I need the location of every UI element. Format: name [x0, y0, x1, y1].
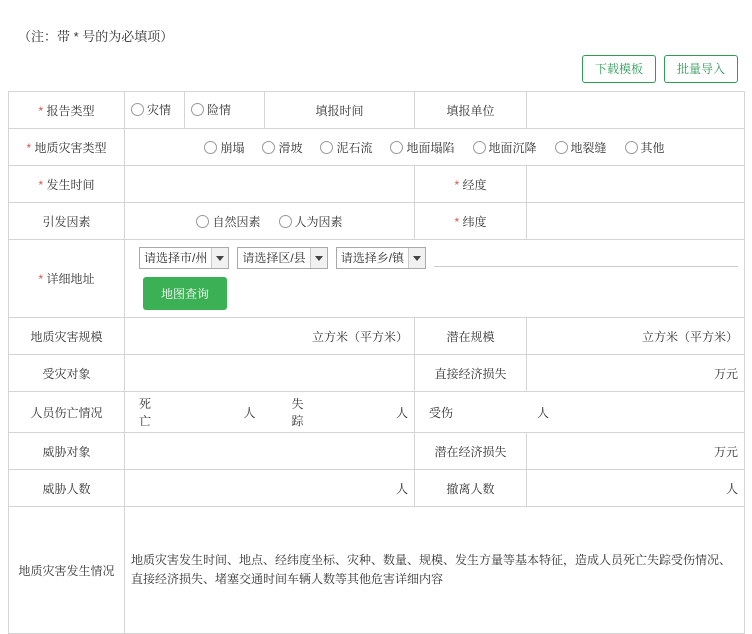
district-select[interactable]	[237, 247, 327, 269]
required-mark: *	[454, 214, 460, 229]
threat-people-input[interactable]	[125, 470, 415, 507]
radio-circle-icon	[196, 215, 209, 228]
radio-circle-icon	[473, 141, 486, 154]
injured-unit: 人	[537, 405, 550, 420]
report-type-option-1-cell	[125, 92, 185, 129]
table-row-cause	[9, 203, 745, 240]
radio-circle-icon	[262, 141, 275, 154]
evacuated-unit: 人	[725, 481, 738, 496]
missing-label: 失踪	[291, 397, 304, 428]
required-mark: *	[26, 140, 32, 155]
table-row-threat-object	[9, 433, 745, 470]
table-row-situation	[9, 507, 745, 634]
occur-time-label-text: 发生时间	[46, 177, 95, 192]
radio-label: 人为因素	[294, 214, 343, 229]
disaster-type-label-text: 地质灾害类型	[34, 140, 107, 155]
required-mark: *	[38, 103, 44, 118]
casualty-fields-left	[131, 395, 408, 429]
address-label-text: 详细地址	[46, 272, 95, 286]
address-label	[9, 240, 125, 318]
threat-people-label: 威胁人数	[9, 470, 125, 507]
injured-label: 受伤	[429, 405, 454, 420]
radio-circle-icon	[279, 215, 292, 228]
threat-people-unit: 人	[395, 481, 408, 496]
report-type-label	[9, 92, 125, 129]
required-note: （注：带 * 号的为必填项）	[18, 29, 174, 44]
report-type-option-2-cell	[185, 92, 265, 129]
address-detail-input[interactable]	[434, 250, 738, 267]
fill-time-label: 填报时间	[265, 92, 415, 129]
scale-label: 地质灾害规模	[9, 318, 125, 355]
radio-label: 地裂缝	[570, 140, 607, 155]
district-select-value: 请选择区/县	[242, 251, 306, 265]
latitude-label-text: 纬度	[462, 214, 487, 229]
report-type-label-text: 报告类型	[46, 103, 95, 118]
address-cell	[125, 240, 745, 318]
evacuated-label: 撤离人数	[415, 470, 527, 507]
radio-cause-human[interactable]	[279, 213, 343, 230]
occur-time-input[interactable]	[125, 166, 415, 203]
radio-report-type-risk[interactable]	[191, 101, 231, 118]
latitude-input[interactable]	[527, 203, 745, 240]
missing-unit: 人	[395, 405, 408, 420]
casualty-injured-cell	[415, 392, 745, 433]
download-template-button[interactable]: 下载模板	[582, 55, 656, 83]
cause-label: 引发因素	[9, 203, 125, 240]
evacuated-input[interactable]	[527, 470, 745, 507]
cause-options-cell	[125, 203, 415, 240]
table-row-casualty	[9, 392, 745, 433]
radio-label: 崩塌	[220, 140, 245, 155]
table-row-affected	[9, 355, 745, 392]
city-select[interactable]	[139, 247, 229, 269]
missing-input[interactable]	[348, 404, 408, 421]
radio-circle-icon	[555, 141, 568, 154]
radio-disaster-type-ground-subsidence[interactable]	[473, 139, 537, 156]
dead-unit: 人	[243, 405, 256, 420]
casualty-fields-right	[421, 404, 738, 421]
longitude-label-text: 经度	[462, 177, 487, 192]
radio-circle-icon	[390, 141, 403, 154]
chevron-down-icon	[211, 248, 228, 268]
radio-circle-icon	[625, 141, 638, 154]
direct-loss-input[interactable]	[527, 355, 745, 392]
longitude-input[interactable]	[527, 166, 745, 203]
radio-disaster-type-collapse[interactable]	[204, 139, 244, 156]
threat-object-label: 威胁对象	[9, 433, 125, 470]
radio-label: 地面塌陷	[406, 140, 455, 155]
potential-loss-unit: 万元	[713, 444, 738, 459]
radio-disaster-type-ground-fissure[interactable]	[555, 139, 607, 156]
radio-circle-icon	[131, 103, 144, 116]
table-row-disaster-type	[9, 129, 745, 166]
cause-radio-group	[131, 213, 408, 230]
table-row-scale	[9, 318, 745, 355]
radio-circle-icon	[191, 103, 204, 116]
radio-label: 地面沉降	[488, 140, 537, 155]
chevron-down-icon	[408, 248, 425, 268]
radio-circle-icon	[204, 141, 217, 154]
dead-label: 死亡	[139, 397, 152, 428]
injured-input[interactable]	[489, 404, 549, 421]
radio-label: 自然因素	[212, 214, 261, 229]
radio-disaster-type-ground-collapse[interactable]	[390, 139, 454, 156]
dead-input[interactable]	[196, 404, 256, 421]
radio-cause-natural[interactable]	[196, 213, 260, 230]
fill-unit-input[interactable]	[527, 92, 745, 129]
situation-label: 地质灾害发生情况	[9, 507, 125, 634]
direct-loss-unit: 万元	[713, 366, 738, 381]
address-select-group	[131, 243, 738, 271]
scale-input[interactable]	[125, 318, 415, 355]
scale-unit: 立方米（平方米）	[311, 329, 408, 344]
casualty-dead-missing-cell	[125, 392, 415, 433]
potential-loss-label: 潜在经济损失	[415, 433, 527, 470]
disaster-type-radio-group	[131, 139, 738, 156]
radio-label: 滑坡	[278, 140, 303, 155]
disaster-type-label	[9, 129, 125, 166]
potential-scale-label: 潜在规模	[415, 318, 527, 355]
city-select-value: 请选择市/州	[144, 251, 208, 265]
casualty-label: 人员伤亡情况	[9, 392, 125, 433]
radio-disaster-type-debris-flow[interactable]	[320, 139, 372, 156]
town-select[interactable]	[336, 247, 426, 269]
required-mark: *	[38, 177, 44, 192]
direct-loss-label: 直接经济损失	[415, 355, 527, 392]
radio-label: 其他	[640, 140, 665, 155]
latitude-label	[415, 203, 527, 240]
occur-time-label	[9, 166, 125, 203]
radio-circle-icon	[320, 141, 333, 154]
map-query-button[interactable]: 地图查询	[143, 277, 227, 310]
radio-report-type-disaster[interactable]	[131, 101, 171, 118]
radio-disaster-type-landslide[interactable]	[262, 139, 302, 156]
disaster-type-options-cell	[125, 129, 745, 166]
batch-import-button[interactable]: 批量导入	[664, 55, 738, 83]
radio-label: 泥石流	[336, 140, 373, 155]
town-select-value: 请选择乡/镇	[340, 251, 405, 265]
potential-loss-input[interactable]	[527, 433, 745, 470]
table-row-address	[9, 240, 745, 318]
radio-label: 灾情	[147, 103, 172, 117]
disaster-report-form	[8, 91, 745, 634]
potential-scale-unit: 立方米（平方米）	[641, 329, 738, 344]
table-row-occur-time	[9, 166, 745, 203]
table-row-report-type	[9, 92, 745, 129]
radio-label: 险情	[207, 103, 232, 117]
radio-disaster-type-other[interactable]	[625, 139, 665, 156]
situation-textarea[interactable]: 地质灾害发生时间、地点、经纬度坐标、灾种、数量、规模、发生方量等基本特征，造成人员死亡失踪受伤情况、直接经济损失、堵塞交通时间车辆人数等其他危害详细内容	[125, 507, 745, 634]
chevron-down-icon	[310, 248, 327, 268]
required-mark: *	[454, 177, 460, 192]
longitude-label	[415, 166, 527, 203]
potential-scale-input[interactable]	[527, 318, 745, 355]
toolbar	[8, 55, 744, 91]
required-mark: *	[38, 272, 44, 286]
affected-label: 受灾对象	[9, 355, 125, 392]
table-row-threat-people	[9, 470, 745, 507]
affected-input[interactable]	[125, 355, 415, 392]
threat-object-input[interactable]	[125, 433, 415, 470]
fill-unit-label: 填报单位	[415, 92, 527, 129]
